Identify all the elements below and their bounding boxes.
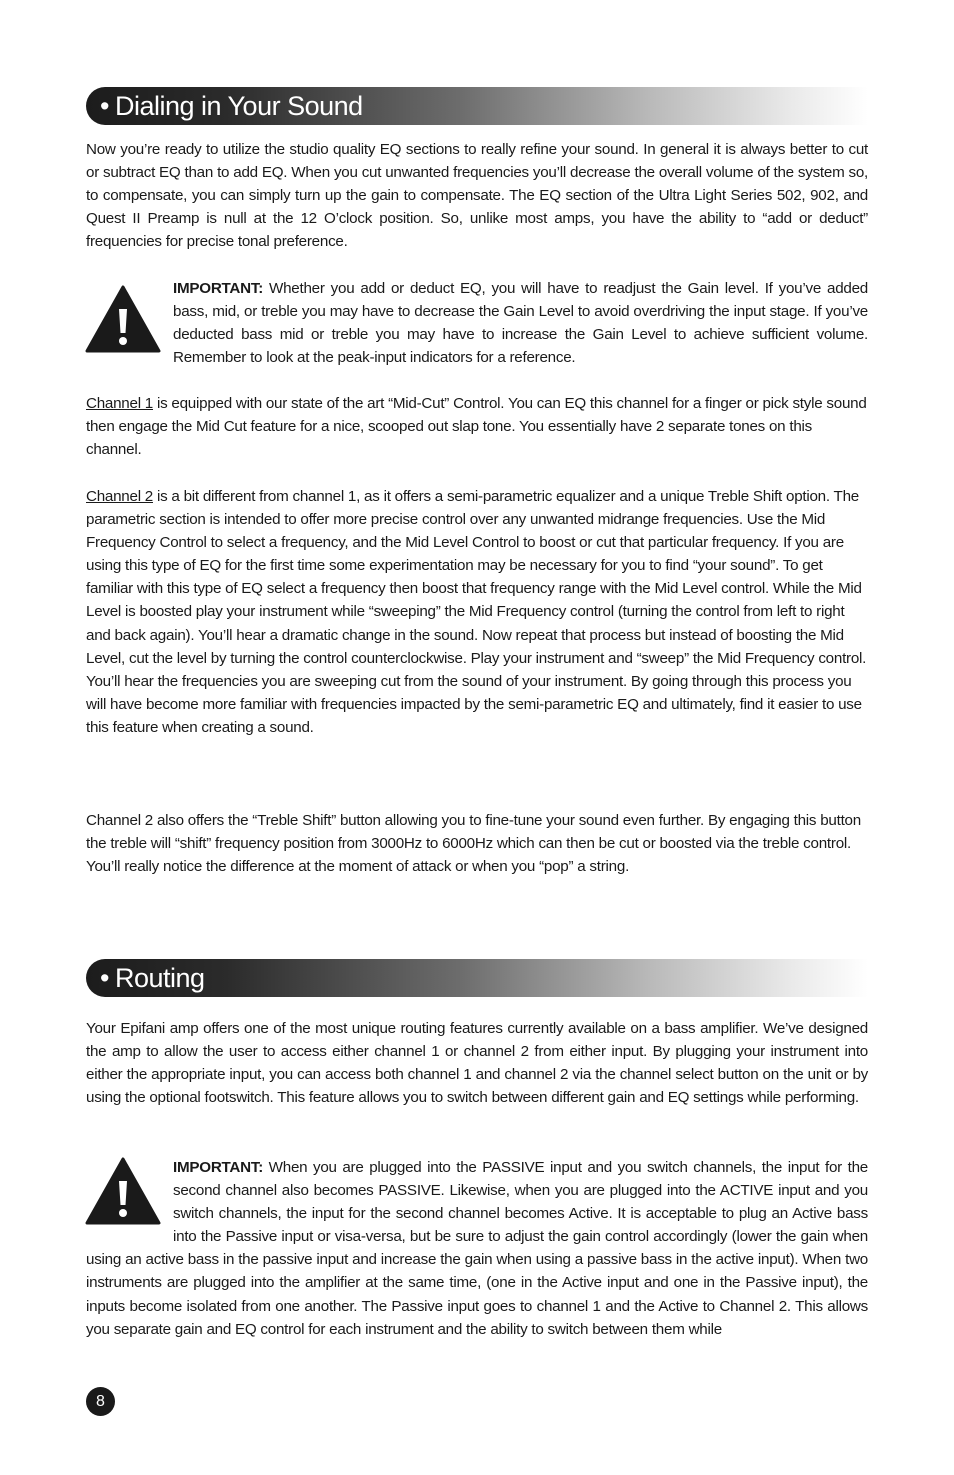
routing-intro-paragraph: Your Epifani amp offers one of the most unique routing features currently available on a bass amplifier. We’ve designed the amp to allow the user to access either channel 1 or channel 2 from either input. By plugging your instrument into either the appropriate input, you can access both channel 1 and channel 2 via the channel select button on the unit or by using the optional footswitch. This feature allows you to switch between different gain and EQ settings while performing. bbox=[86, 1020, 868, 1107]
dialing-intro-paragraph: Now you’re ready to utilize the studio quality EQ sections to really refine your sound. In general it is always better to cut or subtract EQ than to add EQ. When you cut unwanted frequencies you’ll decrease the overall volume of the system so, to compensate, you can simply turn up the gain to compensate. The EQ section of the Ultra Light Series 502, 902, and Quest II Preamp is null at the 12 O’clock position. So, unlike most amps, you have the ability to “add or deduct” frequencies for precise tonal preference. bbox=[86, 141, 868, 251]
section-title-text: Routing bbox=[114, 963, 205, 993]
important-label: IMPORTANT: bbox=[173, 1159, 264, 1176]
important-note-eq bbox=[173, 277, 868, 369]
page-number: 8 bbox=[86, 1387, 115, 1416]
icon-wrap-spacer bbox=[86, 1156, 173, 1248]
important-text: When you are plugged into the PASSIVE input and you switch channels, the input for the second channel also becomes PASSIVE. Likewise, when you are plugged into the ACTIVE input and you switch channels, the input for the second channel becomes Active. It is acceptable to plug an Active bass into the Passive input or visa-versa, but be sure to adjust the gain control accordingly (lower the gain when using an active bass in the passive input and increase the gain when using a passive bass in the active input). When two instruments are plugged into the amplifier at the same time, (one in the Active input and one in the Passive input), the inputs become isolated from one another. The Passive input goes to channel 1 and the Active to Channel 2. This allows you separate gain and EQ control for each instrument and the ability to switch between them while bbox=[86, 1159, 868, 1338]
section-title bbox=[100, 961, 205, 995]
channel1-label: Channel 1 bbox=[86, 395, 153, 412]
channel1-paragraph bbox=[86, 392, 868, 461]
channel1-text: is equipped with our state of the art “Mid-Cut” Control. You can EQ this channel for a finger or pick style sound then engage the Mid Cut feature for a nice, scooped out slap tone. You essentially have 2 separate tones on this channel. bbox=[86, 395, 867, 459]
warning-triangle-icon bbox=[85, 285, 161, 353]
important-text: Whether you add or deduct EQ, you will have to readjust the Gain level. If you’ve added bass, mid, or treble you may have to decrease the Gain Level to avoid overdriving the input stage. If you’ve deducted bass mid or treble you may have to increase the Gain Level to achieve sufficient volume. Remember to look at the peak-input indicators for a reference. bbox=[173, 280, 868, 367]
channel2-paragraph bbox=[86, 485, 868, 739]
treble-shift-paragraph: Channel 2 also offers the “Treble Shift” button allowing you to fine-tune your sound even further. By engaging this button the treble will “shift” frequency position from 3000Hz to 6000Hz which can then be cut or boosted via the treble control. You’ll really notice the difference at the moment of attack or when you “pop” a string. bbox=[86, 812, 861, 876]
important-label: IMPORTANT: bbox=[173, 280, 264, 297]
section-header-routing bbox=[86, 959, 868, 997]
important-note-routing bbox=[86, 1156, 868, 1341]
bullet: • bbox=[100, 963, 109, 993]
section-title-text: Dialing in Your Sound bbox=[114, 91, 363, 121]
section-title bbox=[100, 89, 363, 123]
bullet: • bbox=[100, 91, 109, 121]
channel2-label: Channel 2 bbox=[86, 488, 153, 505]
channel2-text: is a bit different from channel 1, as it offers a semi-parametric equalizer and a unique Treble Shift option. The parametric section is intended to offer more precise control over any unwanted midrange frequencies. Use the Mid Frequency Control to select a frequency, and the Mid Level Control to boost or cut that particular frequency. If you are using this type of EQ for the first time some experimentation may be necessary for you to find “your sound”. To get familiar with this type of EQ select a frequency then boost that frequency range with the Mid Level control. While the Mid Level is boosted play your instrument while “sweeping” the Mid Frequency control (turning the control from left to right and back again). You’ll hear a dramatic change in the sound. Now repeat that process but instead of boosting the Mid Level, cut the level by turning the control counterclockwise. Play your instrument and “sweep” the Mid Frequency control. You’ll hear the frequencies you are sweeping cut from the sound of your instrument. By going through this process you will have become more familiar with frequencies impacted by the semi-parametric EQ and ultimately, find it easier to use this feature when creating a sound. bbox=[86, 488, 867, 736]
section-header-dialing bbox=[86, 87, 868, 125]
